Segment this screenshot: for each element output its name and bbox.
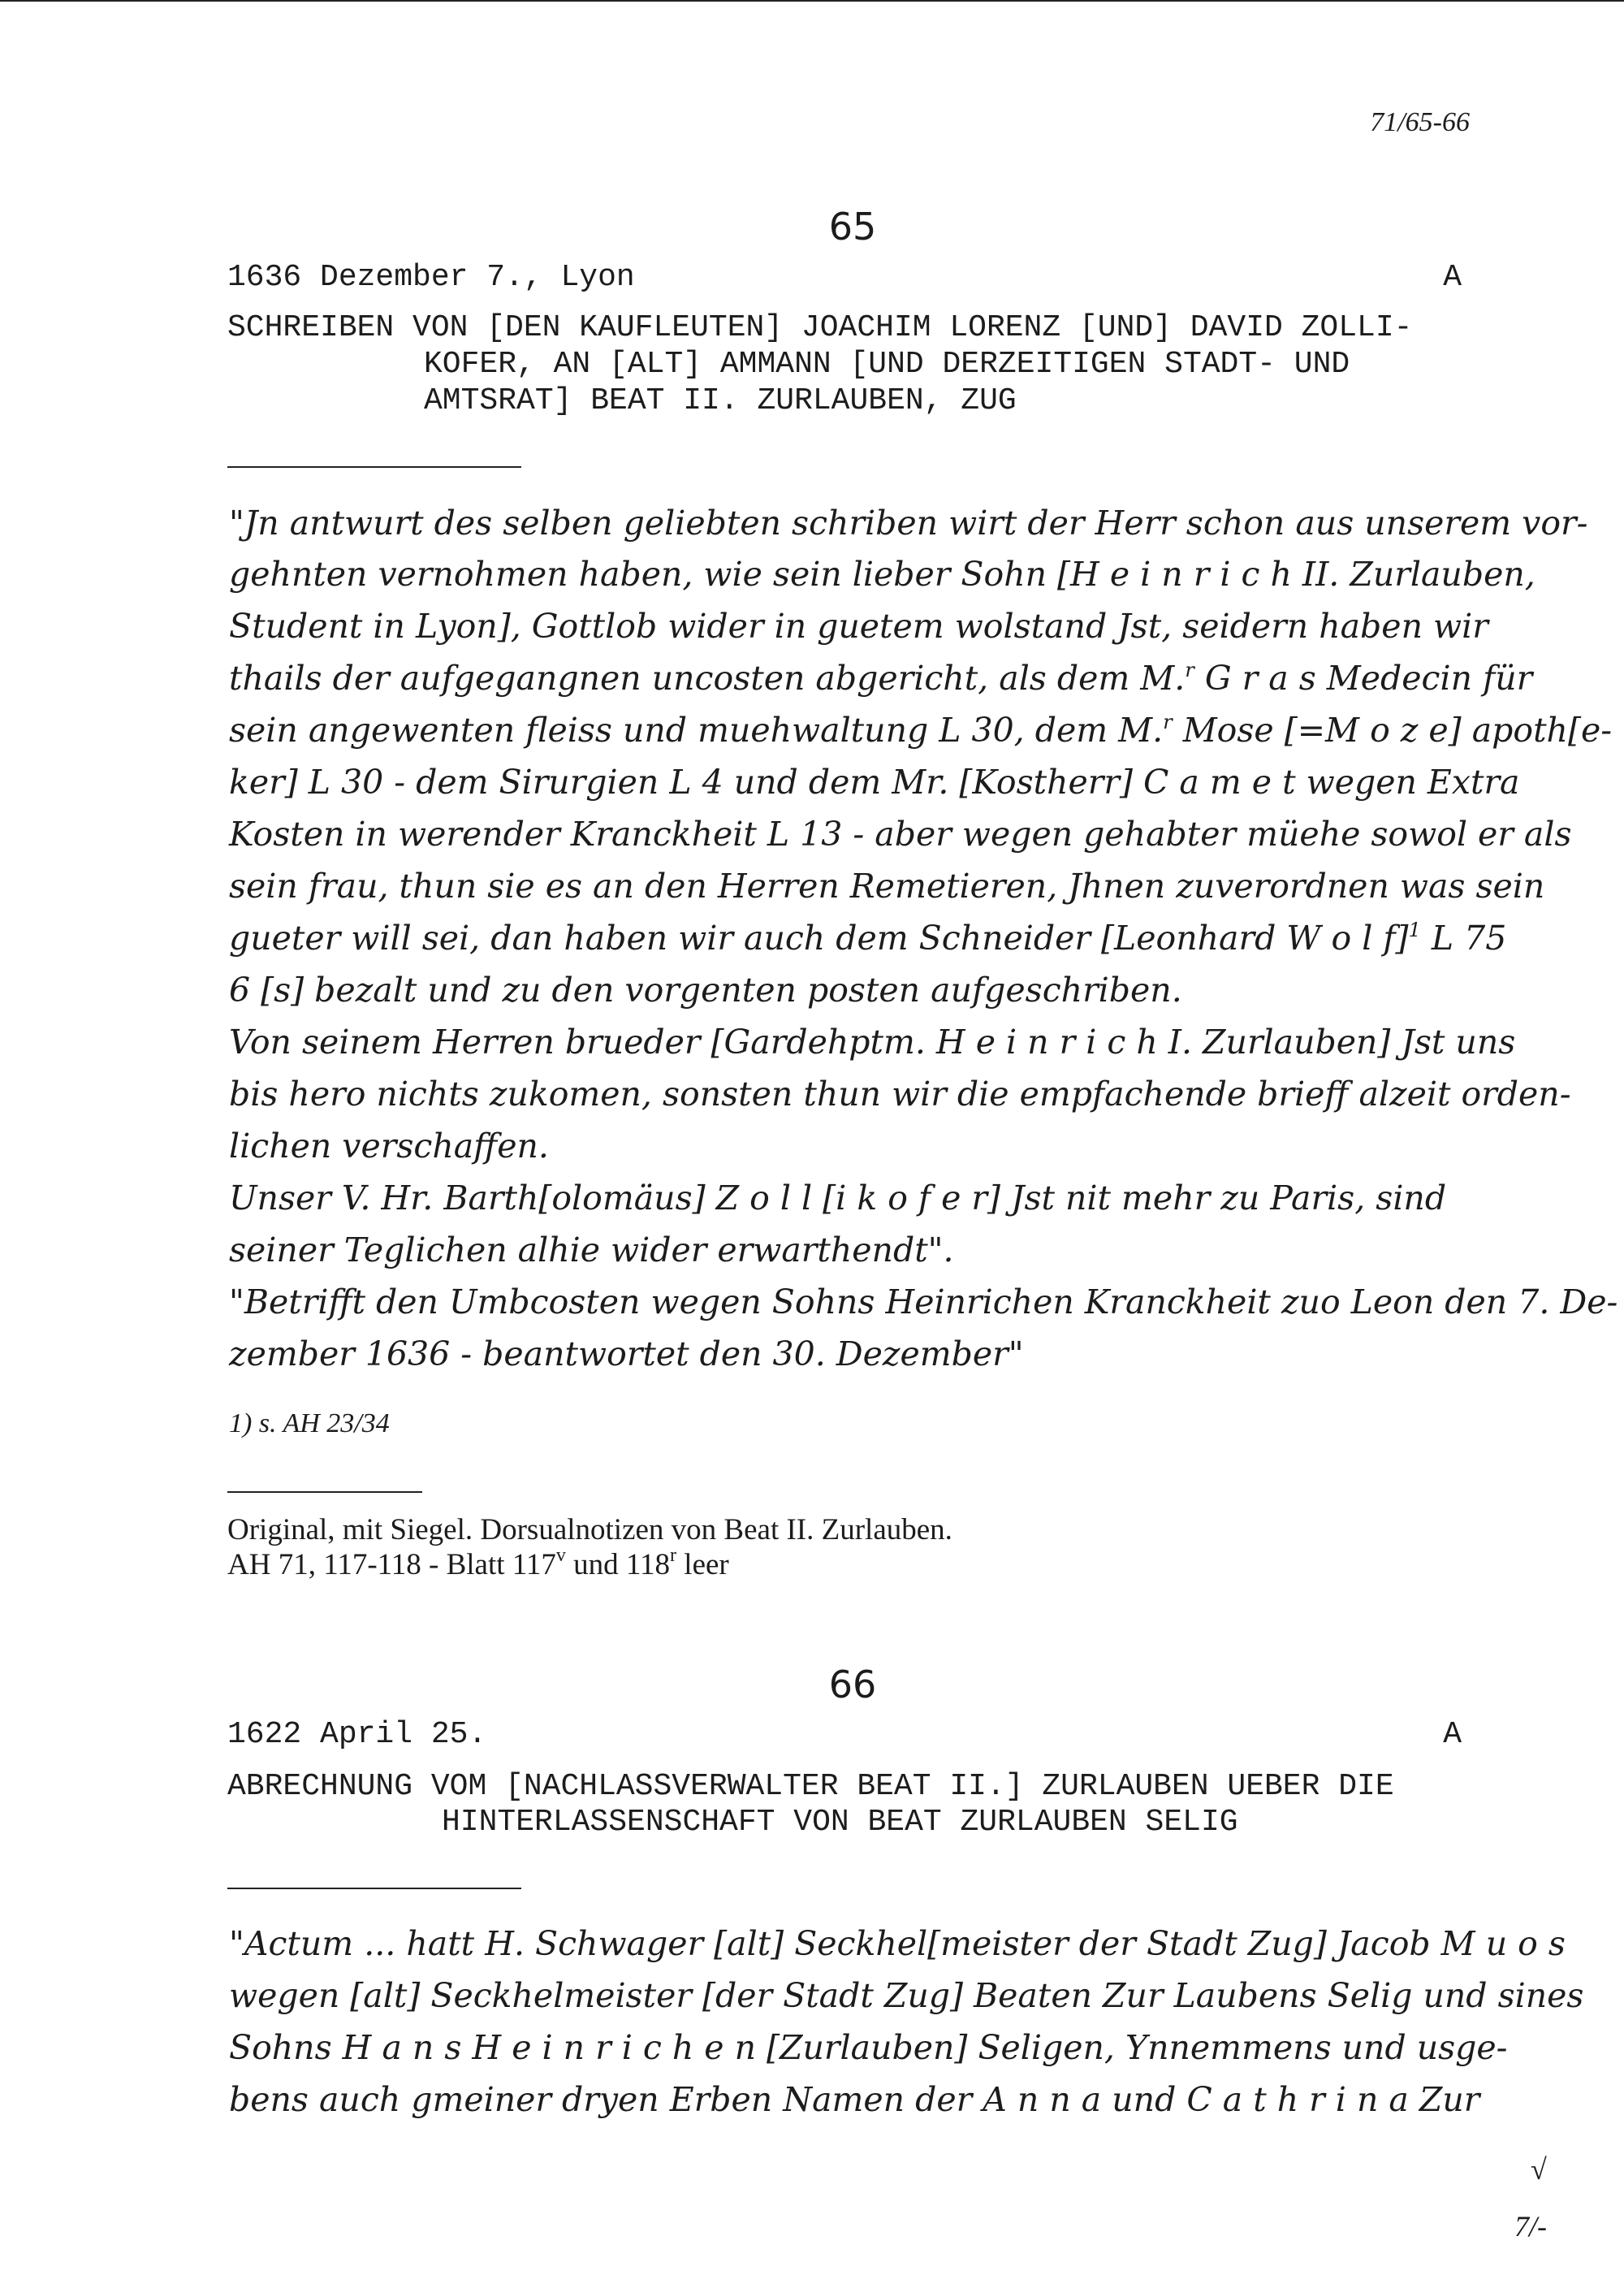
body-65-line-9-tail: L 75 [1420,919,1507,958]
title-66-line-1: ABRECHNUNG VOM [NACHLASSVERWALTER BEAT II.] ZURLAUBEN UEBER DIE [227,1769,1394,1804]
original-note-line-1: Original, mit Siegel. Dorsualnotizen von Beat II. Zurlauben. [227,1513,952,1546]
body-65-line-5-text: sein angewenten fleiss und muehwaltung L 30, dem M. [229,711,1164,750]
divider-65-footnote [227,1491,422,1493]
date-place-65: 1636 Dezember 7., Lyon [227,260,635,295]
original-note-line-2-c: leer [676,1548,729,1581]
corner-handwritten-mark: 7/- [1514,2210,1547,2243]
letter-type-66: A [1443,1717,1462,1752]
page-reference: 71/65-66 [1370,107,1470,137]
letter-type-65: A [1443,260,1462,295]
body-65-line-4 [229,659,1532,698]
title-65-line-3: AMTSRAT] BEAT II. ZURLAUBEN, ZUG [424,383,1017,418]
body-66-line-1: "Actum ... hatt H. Schwager [alt] Seckhel[meister der Stadt Zug] Jacob M u o s [229,1924,1566,1963]
body-65-line-4-text: thails der aufgegangnen uncosten abgericht, als dem M. [229,659,1186,698]
body-65-line-4-tail: G r a s Medecin für [1194,659,1533,698]
divider-65-top [227,466,521,468]
document-number-66: 66 [828,1663,877,1706]
superscript-r: r [1185,659,1194,681]
body-65-line-7: Kosten in werender Kranckheit L 13 - aber wegen gehabter müehe sowol er als [229,815,1572,854]
dorsal-note-line-2: zember 1636 - beantwortet den 30. Dezember" [229,1334,1024,1373]
superscript-r: r [670,1545,677,1566]
body-65-line-9 [229,919,1506,958]
corner-checkmark: √ [1531,2153,1547,2186]
body-65-line-5 [229,711,1612,750]
body-66-line-4: bens auch gmeiner dryen Erben Namen der A n n a und C a t h r i n a Zur [229,2080,1480,2119]
body-65-line-1: "Jn antwurt des selben geliebten schriben wirt der Herr schon aus unserem vor- [229,504,1588,543]
body-65-line-15: seiner Teglichen alhie wider erwarthendt". [229,1230,954,1269]
body-65-line-3: Student in Lyon], Gottlob wider in guetem wolstand Jst, seidern haben wir [229,607,1488,646]
body-65-line-12: bis hero nichts zukomen, sonsten thun wir die empfachende brieff alzeit orden- [229,1075,1571,1114]
document-number-65: 65 [828,205,877,249]
divider-66-top [227,1888,521,1889]
body-66-line-2: wegen [alt] Seckhelmeister [der Stadt Zug] Beaten Zur Laubens Selig und sines [229,1976,1584,2015]
original-note-line-2-b: und 118 [565,1548,671,1581]
body-65-line-5-tail: Mose [=M o z e] apoth[e- [1172,711,1613,750]
body-65-line-11: Von seinem Herren brueder [Gardehptm. H e i n r i c h I. Zurlauben] Jst uns [229,1023,1516,1062]
original-note-line-2-a: AH 71, 117-118 - Blatt 117 [227,1548,556,1581]
superscript-v: v [555,1545,566,1566]
date-place-66: 1622 April 25. [227,1717,487,1752]
title-65-line-1: SCHREIBEN VON [DEN KAUFLEUTEN] JOACHIM LORENZ [UND] DAVID ZOLLI- [227,310,1413,345]
body-65-line-14: Unser V. Hr. Barth[olomäus] Z o l l [i k o f e r] Jst nit mehr zu Paris, sind [229,1179,1447,1218]
superscript-r: r [1163,711,1173,733]
body-66-line-3: Sohns H a n s H e i n r i c h e n [Zurlauben] Seligen, Ynnemmens und usge- [229,2028,1508,2067]
title-66-line-2: HINTERLASSENSCHAFT VON BEAT ZURLAUBEN SELIG [442,1805,1238,1840]
title-65-line-2: KOFER, AN [ALT] AMMANN [UND DERZEITIGEN STADT- UND [424,347,1350,382]
body-65-line-10: 6 [s] bezalt und zu den vorgenten posten aufgeschriben. [229,971,1182,1010]
footnote-marker-1: 1 [1408,919,1421,941]
body-65-line-6: ker] L 30 - dem Sirurgien L 4 und dem Mr. [Kostherr] C a m e t wegen Extra [229,763,1520,802]
body-65-line-2: gehnten vernohmen haben, wie sein lieber Sohn [H e i n r i c h II. Zurlauben, [229,555,1535,594]
body-65-line-9-text: gueter will sei, dan haben wir auch dem Schneider [Leonhard W o l f] [229,919,1409,958]
dorsal-note-line-1: "Betrifft den Umbcosten wegen Sohns Heinrichen Kranckheit zuo Leon den 7. De- [229,1282,1618,1321]
body-65-line-13: lichen verschaffen. [229,1127,549,1166]
body-65-line-8: sein frau, thun sie es an den Herren Remetieren, Jhnen zuverordnen was sein [229,867,1545,906]
original-note-line-2 [227,1547,729,1582]
footnote-65: 1) s. AH 23/34 [229,1408,390,1438]
